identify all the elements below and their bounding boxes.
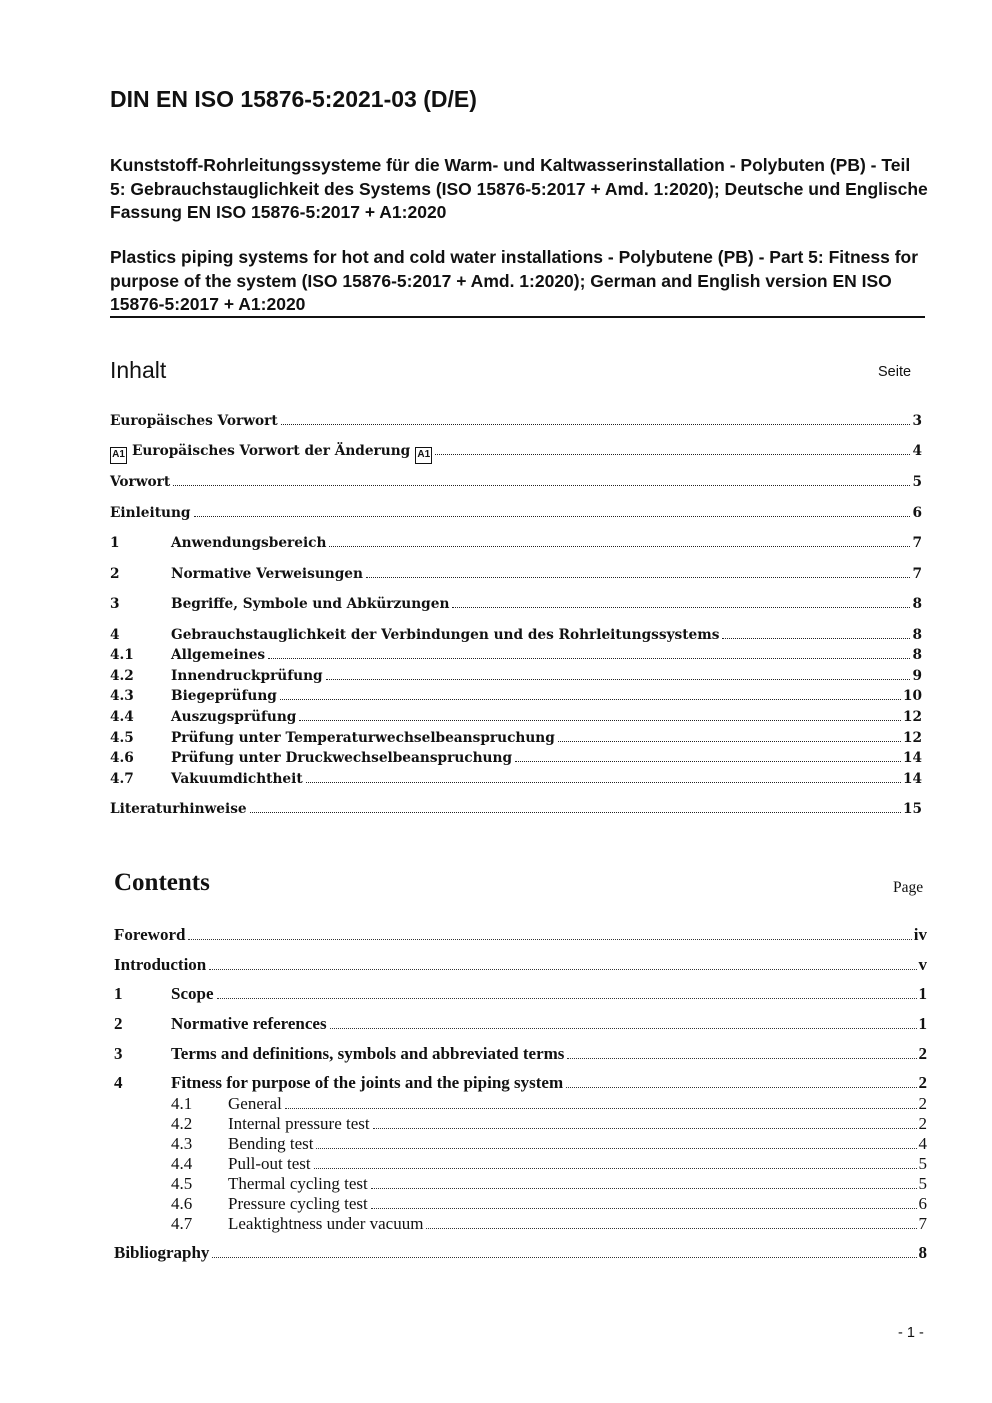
- title-english: Plastics piping systems for hot and cold water installations - Polybutene (PB) - Part 5: Fitness for purpose of the system (ISO 15876-5:2017 + Amd. 1:2020); German and English version EN ISO 15876-5:2017 + A1:2020: [110, 247, 919, 314]
- dot-leader: [280, 699, 901, 700]
- toc-entry-page: 4: [912, 443, 922, 459]
- toc-entry-number: 4.6: [171, 1194, 193, 1213]
- toc-entry-page: 14: [902, 771, 922, 787]
- toc-en-entry[interactable]: [114, 1073, 927, 1093]
- toc-de-entry[interactable]: [110, 535, 922, 555]
- dot-leader: [330, 1028, 917, 1029]
- toc-en-entry[interactable]: [114, 1243, 927, 1263]
- toc-entry-label: Prüfung unter Temperaturwechselbeanspruchung: [171, 730, 555, 746]
- toc-entry-page: 15: [902, 801, 922, 817]
- amendment-start-marker: A1: [110, 447, 127, 464]
- toc-entry-page: 6: [912, 505, 922, 521]
- toc-entry-label: Anwendungsbereich: [171, 535, 327, 551]
- toc-entry-label: Terms and definitions, symbols and abbreviated terms: [171, 1044, 565, 1063]
- toc-entry-label: Pull-out test: [228, 1154, 311, 1173]
- toc-entry-page: 2: [918, 1094, 927, 1113]
- toc-entry-number: 3: [110, 596, 120, 612]
- toc-entry-label: Gebrauchstauglichkeit der Verbindungen und des Rohrleitungssystems: [171, 627, 720, 643]
- dot-leader: [326, 679, 911, 680]
- toc-de-entry[interactable]: [110, 730, 922, 750]
- toc-en-entry[interactable]: [171, 1174, 927, 1194]
- toc-de-entry[interactable]: [110, 474, 922, 494]
- toc-entry-page: 1: [918, 1014, 927, 1033]
- toc-entry-number: 1: [114, 984, 123, 1003]
- toc-entry-page: 5: [912, 474, 922, 490]
- dot-leader: [373, 1128, 917, 1129]
- toc-entry-label: Allgemeines: [171, 647, 266, 663]
- amendment-end-marker: A1: [415, 447, 432, 464]
- toc-entry-page: 1: [918, 984, 927, 1003]
- toc-entry-label: Foreword: [114, 925, 186, 944]
- toc-en-entry[interactable]: [114, 1044, 927, 1064]
- toc-entry-number: 4.1: [110, 647, 134, 663]
- toc-en-page-label: Page: [893, 879, 924, 896]
- toc-entry-label: Literaturhinweise: [110, 801, 247, 817]
- dot-leader: [515, 761, 901, 762]
- toc-entry-number: 4.5: [171, 1174, 193, 1193]
- toc-entry-label: Europäisches Vorwort: [110, 413, 278, 429]
- toc-entry-label: Biegeprüfung: [171, 688, 277, 704]
- dot-leader: [188, 939, 911, 940]
- toc-entry-number: 2: [114, 1014, 123, 1033]
- toc-entry-number: 4.3: [110, 688, 134, 704]
- dot-leader: [268, 658, 910, 659]
- toc-entry-page: 8: [918, 1243, 927, 1262]
- toc-entry-page: 8: [912, 627, 922, 643]
- dot-leader: [217, 998, 917, 999]
- toc-en-entry[interactable]: [171, 1214, 927, 1234]
- toc-entry-page: 2: [918, 1073, 927, 1092]
- toc-entry-page: 8: [912, 647, 922, 663]
- toc-entry-number: 4.1: [171, 1094, 193, 1113]
- toc-entry-label: Auszugsprüfung: [171, 709, 297, 725]
- toc-de-entry[interactable]: [110, 688, 922, 708]
- toc-en-entry[interactable]: [171, 1154, 927, 1174]
- toc-entry-label: Begriffe, Symbole und Abkürzungen: [171, 596, 450, 612]
- toc-de-entry[interactable]: [110, 668, 922, 688]
- toc-entry-label: Thermal cycling test: [228, 1174, 368, 1193]
- toc-entry-label: Europäisches Vorwort der Änderung: [132, 443, 411, 459]
- dot-leader: [452, 607, 910, 608]
- toc-entry-number: 4.7: [110, 771, 134, 787]
- toc-entry-number: 4.2: [171, 1114, 193, 1133]
- toc-entry-page: 5: [918, 1174, 927, 1193]
- toc-entry-number: 4.6: [110, 750, 134, 766]
- toc-entry-number: 4.7: [171, 1214, 193, 1233]
- toc-de-entry[interactable]: [110, 709, 922, 729]
- toc-en-entry[interactable]: [171, 1194, 927, 1214]
- dot-leader: [285, 1108, 917, 1109]
- toc-entry-number: 4.5: [110, 730, 134, 746]
- toc-entry-page: 12: [902, 730, 922, 746]
- dot-leader: [250, 812, 901, 813]
- toc-de-entry[interactable]: [110, 413, 922, 433]
- toc-entry-number: 4.2: [110, 668, 134, 684]
- toc-entry-label: Normative Verweisungen: [171, 566, 363, 582]
- page-number: - 1 -: [898, 1325, 924, 1341]
- toc-de-entry[interactable]: [110, 771, 922, 791]
- toc-entry-page: 7: [918, 1214, 927, 1233]
- toc-de-entry[interactable]: [110, 627, 922, 647]
- dot-leader: [366, 577, 911, 578]
- title-german: Kunststoff-Rohrleitungssysteme für die Warm- und Kaltwasserinstallation - Polybuten (PB) - Teil 5: Gebrauchstauglichkeit des Systems (ISO 15876-5:2017 + Amd. 1:2020); Deutsche und Englische Fassung EN ISO 15876-5:2017 + A1:2020: [110, 155, 928, 222]
- toc-entry-label: Fitness for purpose of the joints and the piping system: [171, 1073, 564, 1092]
- toc-entry-label: Bibliography: [114, 1243, 210, 1262]
- toc-entry-number: 3: [114, 1044, 123, 1063]
- dot-leader: [435, 454, 910, 455]
- dot-leader: [566, 1087, 916, 1088]
- toc-entry-label: Pressure cycling test: [228, 1194, 368, 1213]
- toc-entry-page: 7: [912, 566, 922, 582]
- toc-de-heading: Inhalt: [110, 357, 167, 383]
- dot-leader: [371, 1208, 917, 1209]
- toc-entry-label: Einleitung: [110, 505, 191, 521]
- toc-entry-label-wrap: [110, 443, 432, 464]
- toc-entry-page: 10: [902, 688, 922, 704]
- toc-entry-number: 2: [110, 566, 120, 582]
- toc-entry-number: 4.4: [110, 709, 134, 725]
- toc-entry-page: 2: [918, 1044, 927, 1063]
- dot-leader: [567, 1058, 916, 1059]
- toc-en-entry[interactable]: [114, 1014, 927, 1034]
- dot-leader: [306, 782, 901, 783]
- toc-entry-label: Vorwort: [110, 474, 171, 490]
- toc-entry-label: Internal pressure test: [228, 1114, 370, 1133]
- toc-entry-page: 7: [912, 535, 922, 551]
- toc-de-entry[interactable]: [110, 505, 922, 525]
- toc-de-entry[interactable]: [110, 750, 922, 770]
- dot-leader: [558, 741, 901, 742]
- toc-entry-page: 12: [902, 709, 922, 725]
- dot-leader: [722, 638, 910, 639]
- toc-entry-label: Vakuumdichtheit: [171, 771, 303, 787]
- toc-en-entry[interactable]: [114, 984, 927, 1004]
- toc-entry-page: 5: [918, 1154, 927, 1173]
- dot-leader: [371, 1188, 917, 1189]
- toc-en-entry[interactable]: [171, 1114, 927, 1134]
- toc-entry-label: Scope: [171, 984, 214, 1003]
- dot-leader: [173, 485, 910, 486]
- toc-entry-number: 4: [110, 627, 120, 643]
- toc-de-entry[interactable]: [110, 443, 922, 463]
- toc-en-entry[interactable]: [171, 1134, 927, 1154]
- toc-entry-page: 3: [912, 413, 922, 429]
- toc-entry-page: v: [918, 955, 927, 974]
- toc-en-entry[interactable]: [114, 955, 927, 975]
- title-divider: [110, 316, 925, 318]
- toc-de-page-label: Seite: [878, 364, 912, 380]
- toc-entry-page: 2: [918, 1114, 927, 1133]
- toc-entry-label: Leaktightness under vacuum: [228, 1214, 424, 1233]
- dot-leader: [209, 969, 916, 970]
- dot-leader: [329, 546, 910, 547]
- toc-en-entry[interactable]: [171, 1094, 927, 1114]
- document-id: DIN EN ISO 15876-5:2021-03 (D/E): [110, 86, 477, 112]
- dot-leader: [316, 1148, 916, 1149]
- toc-entry-number: 4.3: [171, 1134, 193, 1153]
- toc-entry-label: Bending test: [228, 1134, 314, 1153]
- dot-leader: [299, 720, 901, 721]
- dot-leader: [426, 1228, 916, 1229]
- toc-entry-number: 4.4: [171, 1154, 193, 1173]
- toc-entry-label: Normative references: [171, 1014, 327, 1033]
- toc-entry-page: 14: [902, 750, 922, 766]
- toc-en-entry[interactable]: [114, 925, 927, 945]
- dot-leader: [314, 1168, 917, 1169]
- toc-en-heading: Contents: [114, 869, 210, 896]
- dot-leader: [281, 424, 911, 425]
- toc-entry-label: Introduction: [114, 955, 207, 974]
- toc-entry-label: Prüfung unter Druckwechselbeanspruchung: [171, 750, 513, 766]
- toc-entry-label: General: [228, 1094, 282, 1113]
- toc-entry-page: iv: [913, 925, 927, 944]
- dot-leader: [212, 1257, 916, 1258]
- toc-entry-number: 4: [114, 1073, 123, 1092]
- toc-de-entry[interactable]: [110, 596, 922, 616]
- toc-entry-number: 1: [110, 535, 120, 551]
- dot-leader: [194, 516, 911, 517]
- toc-entry-page: 9: [912, 668, 922, 684]
- toc-entry-page: 4: [918, 1134, 927, 1153]
- toc-entry-page: 8: [912, 596, 922, 612]
- toc-entry-label: Innendruckprüfung: [171, 668, 323, 684]
- toc-de-entry[interactable]: [110, 566, 922, 586]
- toc-de-entry[interactable]: [110, 801, 922, 821]
- toc-de-entry[interactable]: [110, 647, 922, 667]
- toc-entry-page: 6: [918, 1194, 927, 1213]
